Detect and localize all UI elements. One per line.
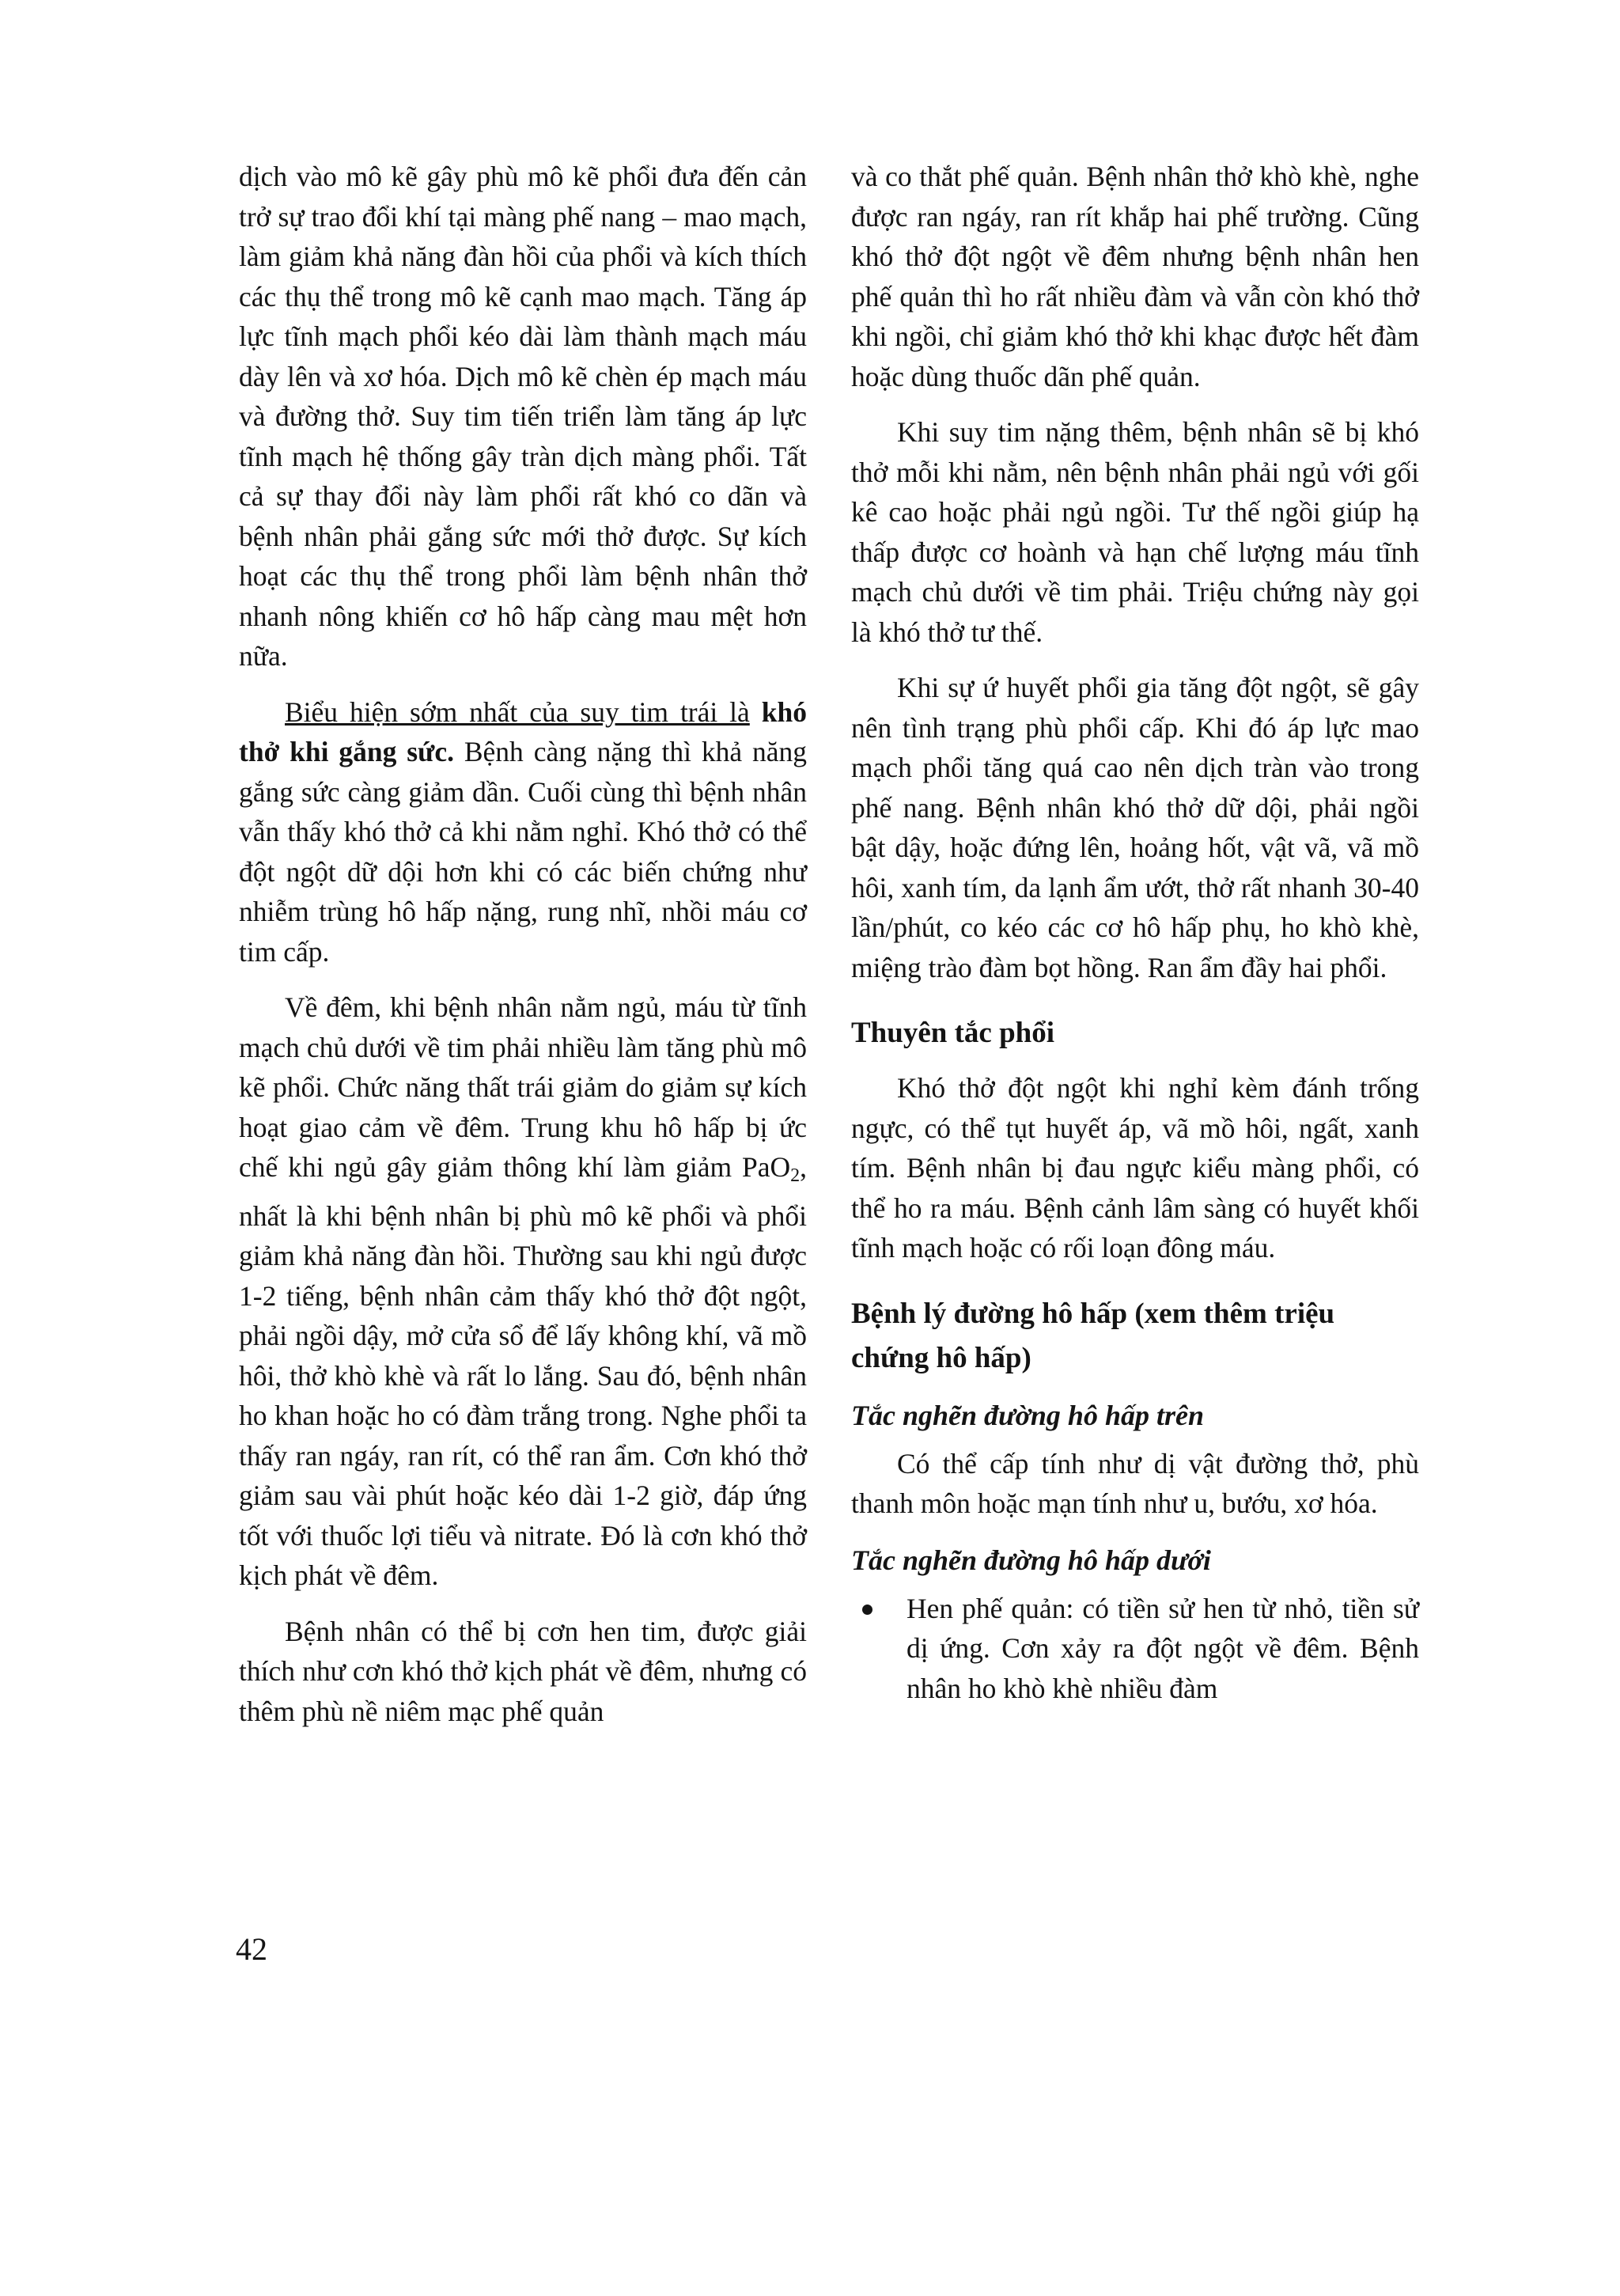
page-number: 42 <box>236 1931 267 1967</box>
paragraph-text: Về đêm, khi bệnh nhân nằm ngủ, máu từ tĩnh mạch chủ dưới về tim phải nhiều làm tăng phù mô kẽ phổi. Chức năng thất trái giảm do giảm sự kích hoạt giao cảm về đêm. Trung khu hô hấp bị ức chế khi ngủ gây giảm thông khí làm giảm PaO <box>239 991 807 1183</box>
underlined-text: Biểu hiện sớm nhất của suy tim trái là <box>285 695 750 728</box>
left-column <box>239 157 807 1747</box>
bullet-icon <box>862 1605 872 1615</box>
paragraph: và co thắt phế quản. Bệnh nhân thở khò khè, nghe được ran ngáy, ran rít khắp hai phế trường. Cũng khó thở đột ngột về đêm nhưng bệnh nhân hen phế quản thì ho rất nhiều đàm và vẫn còn khó thở khi ngồi, chỉ giảm khó thở khi khạc được hết đàm hoặc dùng thuốc dãn phế quản. <box>851 161 1419 392</box>
paragraph: Có thể cấp tính như dị vật đường thở, phù thanh môn hoặc mạn tính như u, bướu, xơ hóa. <box>851 1447 1419 1519</box>
bullet-text: Hen phế quản: có tiền sử hen từ nhỏ, tiền sử dị ứng. Cơn xảy ra đột ngột về đêm. Bệnh nhân ho khò khè nhiều đàm <box>907 1592 1419 1704</box>
paragraph: Khi sự ứ huyết phổi gia tăng đột ngột, sẽ gây nên tình trạng phù phổi cấp. Khi đó áp lực mao mạch phổi tăng quá cao nên dịch tràn vào trong phế nang. Bệnh nhân khó thở dữ dội, phải ngồi bật dậy, hoặc đứng lên, hoảng hốt, vật vã, vã mồ hôi, xanh tím, da lạnh ẩm ướt, thở rất nhanh 30-40 lần/phút, co kéo các cơ hô hấp phụ, ho khò khè, miệng trào đàm bọt hồng. Ran ẩm đầy hai phổi. <box>851 672 1419 983</box>
paragraph-text: , nhất là khi bệnh nhân bị phù mô kẽ phổi và phổi giảm khả năng đàn hồi. Thường sau khi ngủ được 1-2 tiếng, bệnh nhân cảm thấy khó thở đột ngột, phải ngồi dậy, mở cửa sổ để lấy không khí, vã mồ hôi, thở khò khè và rất lo lắng. Sau đó, bệnh nhân ho khan hoặc ho có đàm trắng trong. Nghe phổi ta thấy ran ngáy, ran rít, có thể ran ẩm. Cơn khó thở giảm sau vài phút hoặc kéo dài 1-2 giờ, đáp ứng tốt với thuốc lợi tiểu và nitrate. Đó là cơn khó thở kịch phát về đêm. <box>239 1151 807 1591</box>
paragraph: Khi suy tim nặng thêm, bệnh nhân sẽ bị khó thở mỗi khi nằm, nên bệnh nhân phải ngủ với gối kê cao hoặc phải ngủ ngồi. Tư thế ngồi giúp hạ thấp được cơ hoành và hạn chế lượng máu tĩnh mạch chủ dưới về tim phải. Triệu chứng này gọi là khó thở tư thế. <box>851 416 1419 648</box>
subscript: 2 <box>790 1165 801 1186</box>
right-column <box>851 157 1419 1708</box>
section-heading: Thuyên tắc phổi <box>851 1017 1055 1049</box>
subsection-heading: Tắc nghẽn đường hô hấp dưới <box>851 1544 1211 1576</box>
paragraph: Bệnh nhân có thể bị cơn hen tim, được giải thích như cơn khó thở kịch phát về đêm, nhưng có thêm phù nề niêm mạc phế quản <box>239 1615 807 1727</box>
subsection-heading: Tắc nghẽn đường hô hấp trên <box>851 1399 1204 1431</box>
paragraph: Khó thở đột ngột khi nghỉ kèm đánh trống ngực, có thể tụt huyết áp, vã mồ hôi, ngất, xanh tím. Bệnh nhân bị đau ngực kiểu màng phổi, có thể ho ra máu. Bệnh cảnh lâm sàng có huyết khối tĩnh mạch hoặc có rối loạn đông máu. <box>851 1072 1419 1264</box>
bullet-item <box>851 1589 1419 1709</box>
section-heading: Bệnh lý đường hô hấp (xem thêm triệu chứng hô hấp) <box>851 1297 1335 1374</box>
paragraph <box>239 987 807 1596</box>
paragraph <box>239 692 807 972</box>
emphasis-text: khó thở khi gắng sức. <box>239 695 807 767</box>
paragraph-text: Bệnh càng nặng thì khả năng gắng sức càng giảm dần. Cuối cùng thì bệnh nhân vẫn thấy khó thở cả khi nằm nghỉ. Khó thở có thể đột ngột dữ dội hơn khi có các biến chứng như nhiễm trùng hô hấp nặng, rung nhĩ, nhồi máu cơ tim cấp. <box>239 736 807 968</box>
paragraph: dịch vào mô kẽ gây phù mô kẽ phổi đưa đến cản trở sự trao đổi khí tại màng phế nang – mao mạch, làm giảm khả năng đàn hồi của phổi và kích thích các thụ thể trong mô kẽ cạnh mao mạch. Tăng áp lực tĩnh mạch phổi kéo dài làm thành mạch máu dày lên và xơ hóa. Dịch mô kẽ chèn ép mạch máu và đường thở. Suy tim tiến triển làm tăng áp lực tĩnh mạch hệ thống gây tràn dịch màng phổi. Tất cả sự thay đổi này làm phổi rất khó co dãn và bệnh nhân phải gắng sức mới thở được. Sự kích hoạt các thụ thể trong phổi làm bệnh nhân thở nhanh nông khiến cơ hô hấp càng mau mệt hơn nữa. <box>239 161 807 672</box>
